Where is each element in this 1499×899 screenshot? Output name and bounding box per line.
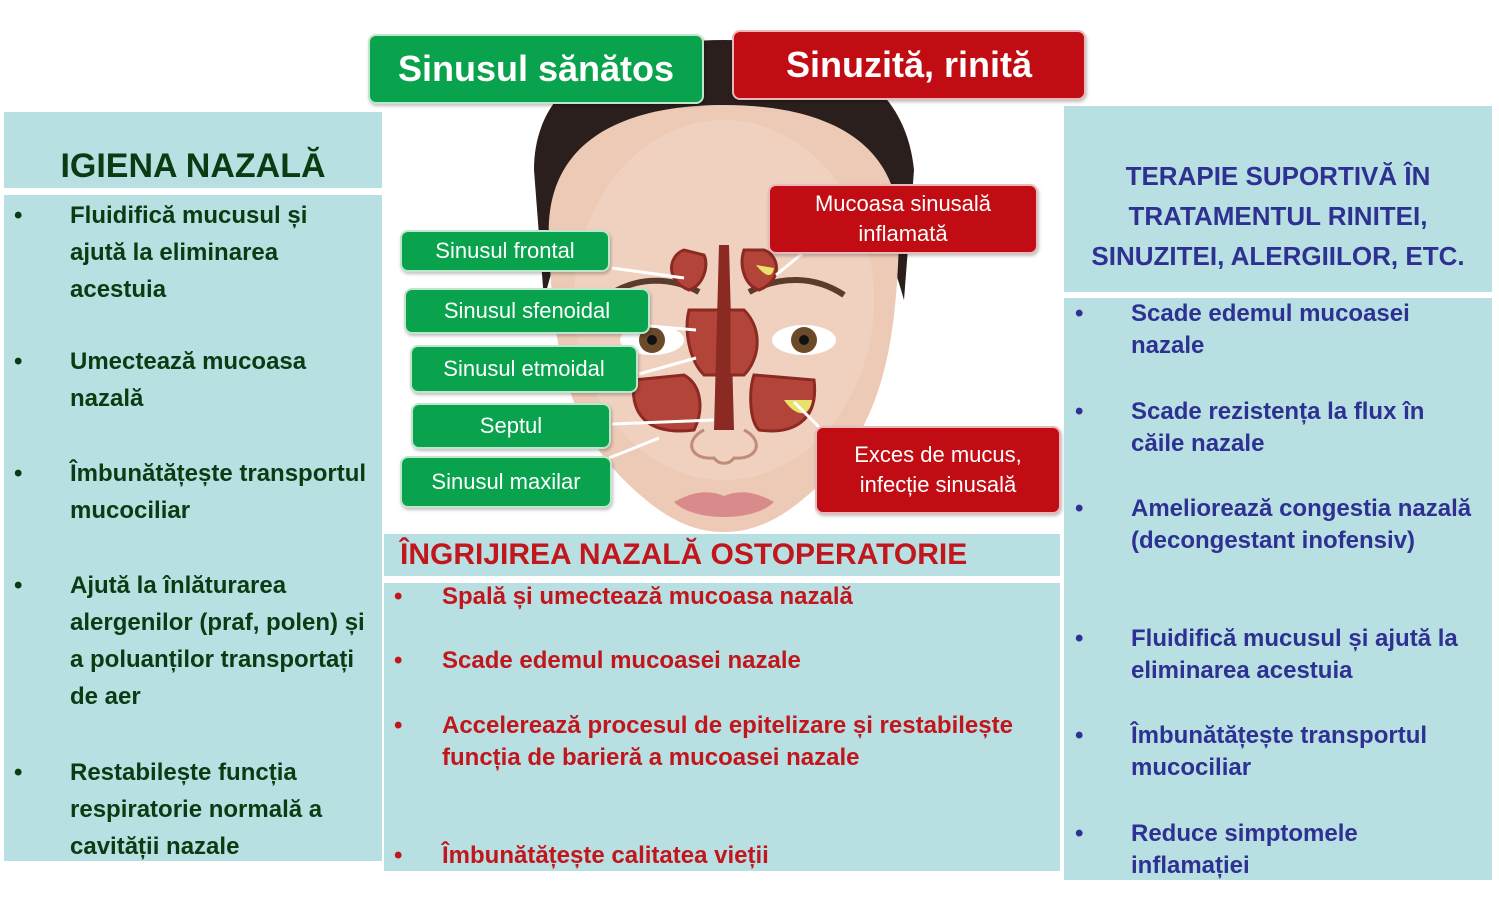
list-item-text: Scade edemul mucoasei nazale <box>1131 300 1410 359</box>
bullet: • <box>14 460 23 487</box>
list-item-text: Umectează mucoasa nazală <box>70 348 307 412</box>
bullet: • <box>14 572 23 599</box>
list-item-text: Reduce simptomele inflamației <box>1131 820 1358 879</box>
list-item <box>14 343 370 417</box>
bullet: • <box>1075 398 1084 425</box>
bullet: • <box>394 842 403 869</box>
list-item <box>14 567 370 715</box>
list-item <box>1075 493 1481 557</box>
list-item-text: Scade edemul mucoasei nazale <box>442 647 801 674</box>
bullet: • <box>14 348 23 375</box>
list-item-text: Spală și umectează mucoasa nazală <box>442 583 853 610</box>
healthy-sinus-label: Sinusul sănătos <box>368 34 704 104</box>
right-panel-list <box>1064 298 1492 880</box>
list-item <box>1075 623 1481 687</box>
bullet: • <box>1075 495 1084 522</box>
label-ethmoid-sinus: Sinusul etmoidal <box>410 345 638 393</box>
list-item <box>1075 298 1481 362</box>
list-item-text: Îmbunătățește transportul mucociliar <box>70 460 367 524</box>
label-sphenoid-sinus: Sinusul sfenoidal <box>404 288 650 334</box>
list-item-text: Îmbunătățește transportul mucociliar <box>1131 722 1428 781</box>
list-item-text: Fluidifică mucusul și ajută la eliminarea acestuia <box>1131 625 1458 684</box>
list-item <box>394 840 1042 872</box>
list-item <box>14 754 370 865</box>
list-item-text: Restabilește funcția respiratorie normală a cavității nazale <box>70 759 323 860</box>
list-item-text: Scade rezistența la flux în căile nazale <box>1131 398 1425 457</box>
label-inflamed-mucosa: Mucoasa sinusală inflamată <box>768 184 1038 254</box>
middle-panel-title: ÎNGRIJIREA NAZALĂ OSTOPERATORIE <box>384 534 1060 576</box>
list-item-text: Accelerează procesul de epitelizare și restabilește funcția de barieră a mucoasei nazale <box>442 712 1013 771</box>
label-frontal-sinus: Sinusul frontal <box>400 230 610 272</box>
list-item-text: Ameliorează congestia nazală (decongestant inofensiv) <box>1131 495 1472 554</box>
right-panel-title: TERAPIE SUPORTIVĂ ÎN TRATAMENTUL RINITEI, SINUZITEI, ALERGIILOR, ETC. <box>1064 106 1492 292</box>
bullet: • <box>394 583 403 610</box>
left-panel-list <box>4 195 382 861</box>
list-item <box>394 581 1042 613</box>
list-item-text: Fluidifică mucusul și ajută la eliminarea acestuia <box>70 202 308 303</box>
label-excess-mucus: Exces de mucus, infecție sinusală <box>815 426 1061 514</box>
sinusitis-label: Sinuzită, rinită <box>732 30 1086 100</box>
bullet: • <box>1075 722 1084 749</box>
bullet: • <box>14 759 23 786</box>
list-item <box>1075 720 1481 784</box>
bullet: • <box>394 647 403 674</box>
list-item-text: Ajută la înlăturarea alergenilor (praf, polen) și a poluanților transportați de aer <box>70 572 365 710</box>
list-item <box>394 645 1042 677</box>
bullet: • <box>1075 820 1084 847</box>
list-item <box>394 710 1042 774</box>
list-item <box>14 455 370 529</box>
bullet: • <box>14 202 23 229</box>
list-item-text: Îmbunătățește calitatea vieții <box>442 842 769 869</box>
middle-panel-list <box>384 583 1060 871</box>
bullet: • <box>1075 300 1084 327</box>
bullet: • <box>1075 625 1084 652</box>
list-item <box>1075 396 1481 460</box>
list-item <box>1075 818 1481 882</box>
left-panel-title: IGIENA NAZALĂ <box>4 112 382 188</box>
list-item <box>14 197 370 308</box>
bullet: • <box>394 712 403 739</box>
label-septum: Septul <box>411 403 611 449</box>
label-maxillary-sinus: Sinusul maxilar <box>400 456 612 508</box>
